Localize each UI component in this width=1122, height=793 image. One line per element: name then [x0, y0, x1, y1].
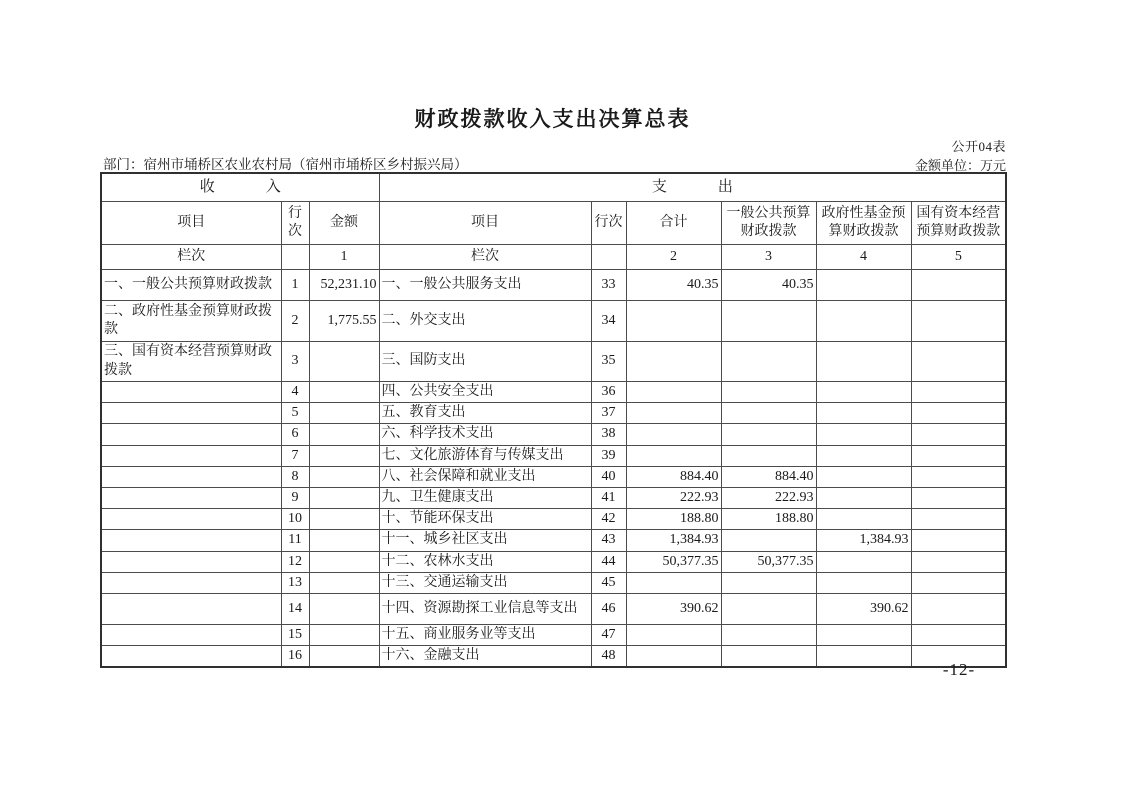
col-header-expense-item: 项目: [379, 202, 591, 245]
income-line-no-cell: 5: [281, 403, 309, 424]
expense-gov-fund-cell: [816, 551, 911, 572]
expense-state-capital-cell: [911, 593, 1006, 624]
income-line-no-cell: 7: [281, 445, 309, 466]
table-row: [101, 270, 1006, 301]
expense-gov-fund-cell: [816, 509, 911, 530]
expense-total-cell: 50,377.35: [626, 551, 721, 572]
expense-state-capital-cell: [911, 403, 1006, 424]
income-item-cell: [101, 593, 281, 624]
expense-total-cell: [626, 572, 721, 593]
expense-gov-fund-cell: [816, 646, 911, 668]
page-title: 财政拨款收入支出决算总表: [414, 108, 691, 131]
lanci-col-4: 4: [816, 245, 911, 270]
expense-line-no-cell: 34: [591, 301, 626, 342]
income-amount-cell: [309, 530, 379, 551]
expense-line-no-cell: 46: [591, 593, 626, 624]
income-amount-cell: [309, 487, 379, 508]
table-row: [101, 530, 1006, 551]
income-line-no-cell: 16: [281, 646, 309, 668]
income-line-no-cell: 4: [281, 382, 309, 403]
expense-gov-fund-cell: [816, 466, 911, 487]
expense-general-budget-cell: [721, 530, 816, 551]
income-line-no-cell: 2: [281, 301, 309, 342]
income-amount-cell: [309, 382, 379, 403]
expense-state-capital-cell: [911, 270, 1006, 301]
expense-state-capital-cell: [911, 551, 1006, 572]
expense-item-cell: 一、一般公共服务支出: [379, 270, 591, 301]
unit-label: 金额单位：万元: [914, 158, 1006, 173]
table-row: [101, 301, 1006, 342]
expense-gov-fund-cell: [816, 382, 911, 403]
table-row: [101, 382, 1006, 403]
expense-state-capital-cell: [911, 445, 1006, 466]
expense-general-budget-cell: [721, 382, 816, 403]
income-line-no-cell: 13: [281, 572, 309, 593]
col-header-income-item: 项目: [101, 202, 281, 245]
expense-total-cell: [626, 424, 721, 445]
income-amount-cell: [309, 342, 379, 382]
expense-line-no-cell: 48: [591, 646, 626, 668]
income-amount-cell: [309, 424, 379, 445]
expense-item-cell: 六、科学技术支出: [379, 424, 591, 445]
expense-state-capital-cell: [911, 487, 1006, 508]
income-line-no-cell: 14: [281, 593, 309, 624]
expense-total-cell: [626, 445, 721, 466]
income-item-cell: [101, 382, 281, 403]
expense-gov-fund-cell: [816, 270, 911, 301]
expense-total-cell: 1,384.93: [626, 530, 721, 551]
expense-line-no-cell: 38: [591, 424, 626, 445]
expense-general-budget-cell: [721, 624, 816, 645]
table-row: [101, 572, 1006, 593]
table-row: [101, 466, 1006, 487]
expense-total-cell: 188.80: [626, 509, 721, 530]
income-item-cell: [101, 646, 281, 668]
expense-general-budget-cell: [721, 646, 816, 668]
expense-state-capital-cell: [911, 466, 1006, 487]
expense-general-budget-cell: [721, 424, 816, 445]
col-header-general-budget: 一般公共预算财政拨款: [721, 202, 816, 245]
table-row: [101, 646, 1006, 668]
income-amount-cell: [309, 509, 379, 530]
lanci-col-2: 2: [626, 245, 721, 270]
expense-state-capital-cell: [911, 342, 1006, 382]
expense-state-capital-cell: [911, 624, 1006, 645]
expense-gov-fund-cell: 1,384.93: [816, 530, 911, 551]
expense-total-cell: [626, 403, 721, 424]
income-line-no-cell: 3: [281, 342, 309, 382]
income-amount-cell: [309, 551, 379, 572]
expense-general-budget-cell: [721, 403, 816, 424]
income-amount-cell: [309, 646, 379, 668]
expense-gov-fund-cell: [816, 572, 911, 593]
expense-gov-fund-cell: [816, 445, 911, 466]
expense-total-cell: [626, 624, 721, 645]
income-item-cell: [101, 445, 281, 466]
expense-total-cell: [626, 646, 721, 668]
expense-item-cell: 四、公共安全支出: [379, 382, 591, 403]
expense-general-budget-cell: 222.93: [721, 487, 816, 508]
income-amount-cell: 1,775.55: [309, 301, 379, 342]
income-amount-cell: [309, 624, 379, 645]
expense-item-cell: 七、文化旅游体育与传媒支出: [379, 445, 591, 466]
income-item-cell: [101, 624, 281, 645]
expense-general-budget-cell: 884.40: [721, 466, 816, 487]
section-header-row: [101, 173, 1006, 202]
department-label: 部门：宿州市埇桥区农业农村局（宿州市埇桥区乡村振兴局）: [103, 157, 468, 172]
expense-line-no-cell: 33: [591, 270, 626, 301]
expense-total-cell: [626, 342, 721, 382]
lanci-expense-line: [591, 245, 626, 270]
income-item-cell: [101, 487, 281, 508]
expense-gov-fund-cell: [816, 624, 911, 645]
expense-line-no-cell: 44: [591, 551, 626, 572]
expense-general-budget-cell: [721, 593, 816, 624]
col-header-expense-line-no: 行次: [591, 202, 626, 245]
table-row: [101, 551, 1006, 572]
table-code-label: 公开04表: [951, 139, 1006, 154]
col-header-state-capital: 国有资本经营预算财政拨款: [911, 202, 1006, 245]
expense-section-header: 支出: [379, 173, 1006, 202]
expense-item-cell: 十三、交通运输支出: [379, 572, 591, 593]
expense-line-no-cell: 37: [591, 403, 626, 424]
table-row: [101, 342, 1006, 382]
table-row: [101, 445, 1006, 466]
expense-line-no-cell: 45: [591, 572, 626, 593]
lanci-col-3: 3: [721, 245, 816, 270]
col-header-income-line-no: 行次: [281, 202, 309, 245]
expense-line-no-cell: 41: [591, 487, 626, 508]
expense-state-capital-cell: [911, 424, 1006, 445]
expense-line-no-cell: 43: [591, 530, 626, 551]
expense-general-budget-cell: [721, 445, 816, 466]
table-row: [101, 509, 1006, 530]
income-line-no-cell: 6: [281, 424, 309, 445]
income-amount-cell: [309, 403, 379, 424]
income-amount-cell: 52,231.10: [309, 270, 379, 301]
expense-gov-fund-cell: [816, 487, 911, 508]
col-header-income-amount: 金额: [309, 202, 379, 245]
expense-state-capital-cell: [911, 509, 1006, 530]
expense-total-cell: 40.35: [626, 270, 721, 301]
expense-general-budget-cell: [721, 301, 816, 342]
expense-item-cell: 十一、城乡社区支出: [379, 530, 591, 551]
expense-general-budget-cell: [721, 572, 816, 593]
income-section-header: 收入: [101, 173, 379, 202]
expense-item-cell: 三、国防支出: [379, 342, 591, 382]
table-row: [101, 424, 1006, 445]
income-amount-cell: [309, 593, 379, 624]
income-line-no-cell: 9: [281, 487, 309, 508]
income-item-cell: [101, 551, 281, 572]
income-line-no-cell: 11: [281, 530, 309, 551]
income-item-cell: 三、国有资本经营预算财政拨款: [101, 342, 281, 382]
expense-item-cell: 二、外交支出: [379, 301, 591, 342]
expense-line-no-cell: 39: [591, 445, 626, 466]
lanci-col-1: 1: [309, 245, 379, 270]
expense-item-cell: 十二、农林水支出: [379, 551, 591, 572]
table-row: [101, 403, 1006, 424]
income-item-cell: [101, 572, 281, 593]
expense-total-cell: 884.40: [626, 466, 721, 487]
expense-gov-fund-cell: [816, 403, 911, 424]
expense-gov-fund-cell: [816, 301, 911, 342]
expense-general-budget-cell: 50,377.35: [721, 551, 816, 572]
col-header-gov-fund: 政府性基金预算财政拨款: [816, 202, 911, 245]
lanci-income-line: [281, 245, 309, 270]
income-item-cell: [101, 530, 281, 551]
expense-item-cell: 十、节能环保支出: [379, 509, 591, 530]
table-row: [101, 593, 1006, 624]
income-item-cell: [101, 424, 281, 445]
lanci-col-5: 5: [911, 245, 1006, 270]
expense-line-no-cell: 40: [591, 466, 626, 487]
expense-line-no-cell: 35: [591, 342, 626, 382]
expense-gov-fund-cell: [816, 424, 911, 445]
income-amount-cell: [309, 466, 379, 487]
expense-line-no-cell: 36: [591, 382, 626, 403]
income-line-no-cell: 12: [281, 551, 309, 572]
lanci-income-label: 栏次: [101, 245, 281, 270]
expense-item-cell: 十六、金融支出: [379, 646, 591, 668]
income-line-no-cell: 8: [281, 466, 309, 487]
expense-item-cell: 五、教育支出: [379, 403, 591, 424]
income-item-cell: 二、政府性基金预算财政拨款: [101, 301, 281, 342]
fiscal-summary-table: [100, 172, 1007, 668]
expense-gov-fund-cell: [816, 342, 911, 382]
income-item-cell: [101, 466, 281, 487]
expense-total-cell: [626, 301, 721, 342]
page-number: -12-: [942, 660, 976, 679]
expense-state-capital-cell: [911, 301, 1006, 342]
lanci-expense-label: 栏次: [379, 245, 591, 270]
income-amount-cell: [309, 572, 379, 593]
income-line-no-cell: 10: [281, 509, 309, 530]
expense-general-budget-cell: [721, 342, 816, 382]
income-amount-cell: [309, 445, 379, 466]
column-index-row: [101, 245, 1006, 270]
table-row: [101, 624, 1006, 645]
column-header-row: [101, 202, 1006, 245]
expense-general-budget-cell: 40.35: [721, 270, 816, 301]
expense-state-capital-cell: [911, 530, 1006, 551]
expense-line-no-cell: 42: [591, 509, 626, 530]
income-item-cell: 一、一般公共预算财政拨款: [101, 270, 281, 301]
col-header-total: 合计: [626, 202, 721, 245]
expense-state-capital-cell: [911, 572, 1006, 593]
income-item-cell: [101, 403, 281, 424]
expense-general-budget-cell: 188.80: [721, 509, 816, 530]
expense-total-cell: 390.62: [626, 593, 721, 624]
expense-item-cell: 九、卫生健康支出: [379, 487, 591, 508]
expense-gov-fund-cell: 390.62: [816, 593, 911, 624]
expense-item-cell: 十四、资源勘探工业信息等支出: [379, 593, 591, 624]
expense-line-no-cell: 47: [591, 624, 626, 645]
expense-state-capital-cell: [911, 382, 1006, 403]
income-line-no-cell: 15: [281, 624, 309, 645]
expense-total-cell: [626, 382, 721, 403]
income-line-no-cell: 1: [281, 270, 309, 301]
expense-total-cell: 222.93: [626, 487, 721, 508]
income-item-cell: [101, 509, 281, 530]
table-row: [101, 487, 1006, 508]
expense-item-cell: 十五、商业服务业等支出: [379, 624, 591, 645]
expense-item-cell: 八、社会保障和就业支出: [379, 466, 591, 487]
